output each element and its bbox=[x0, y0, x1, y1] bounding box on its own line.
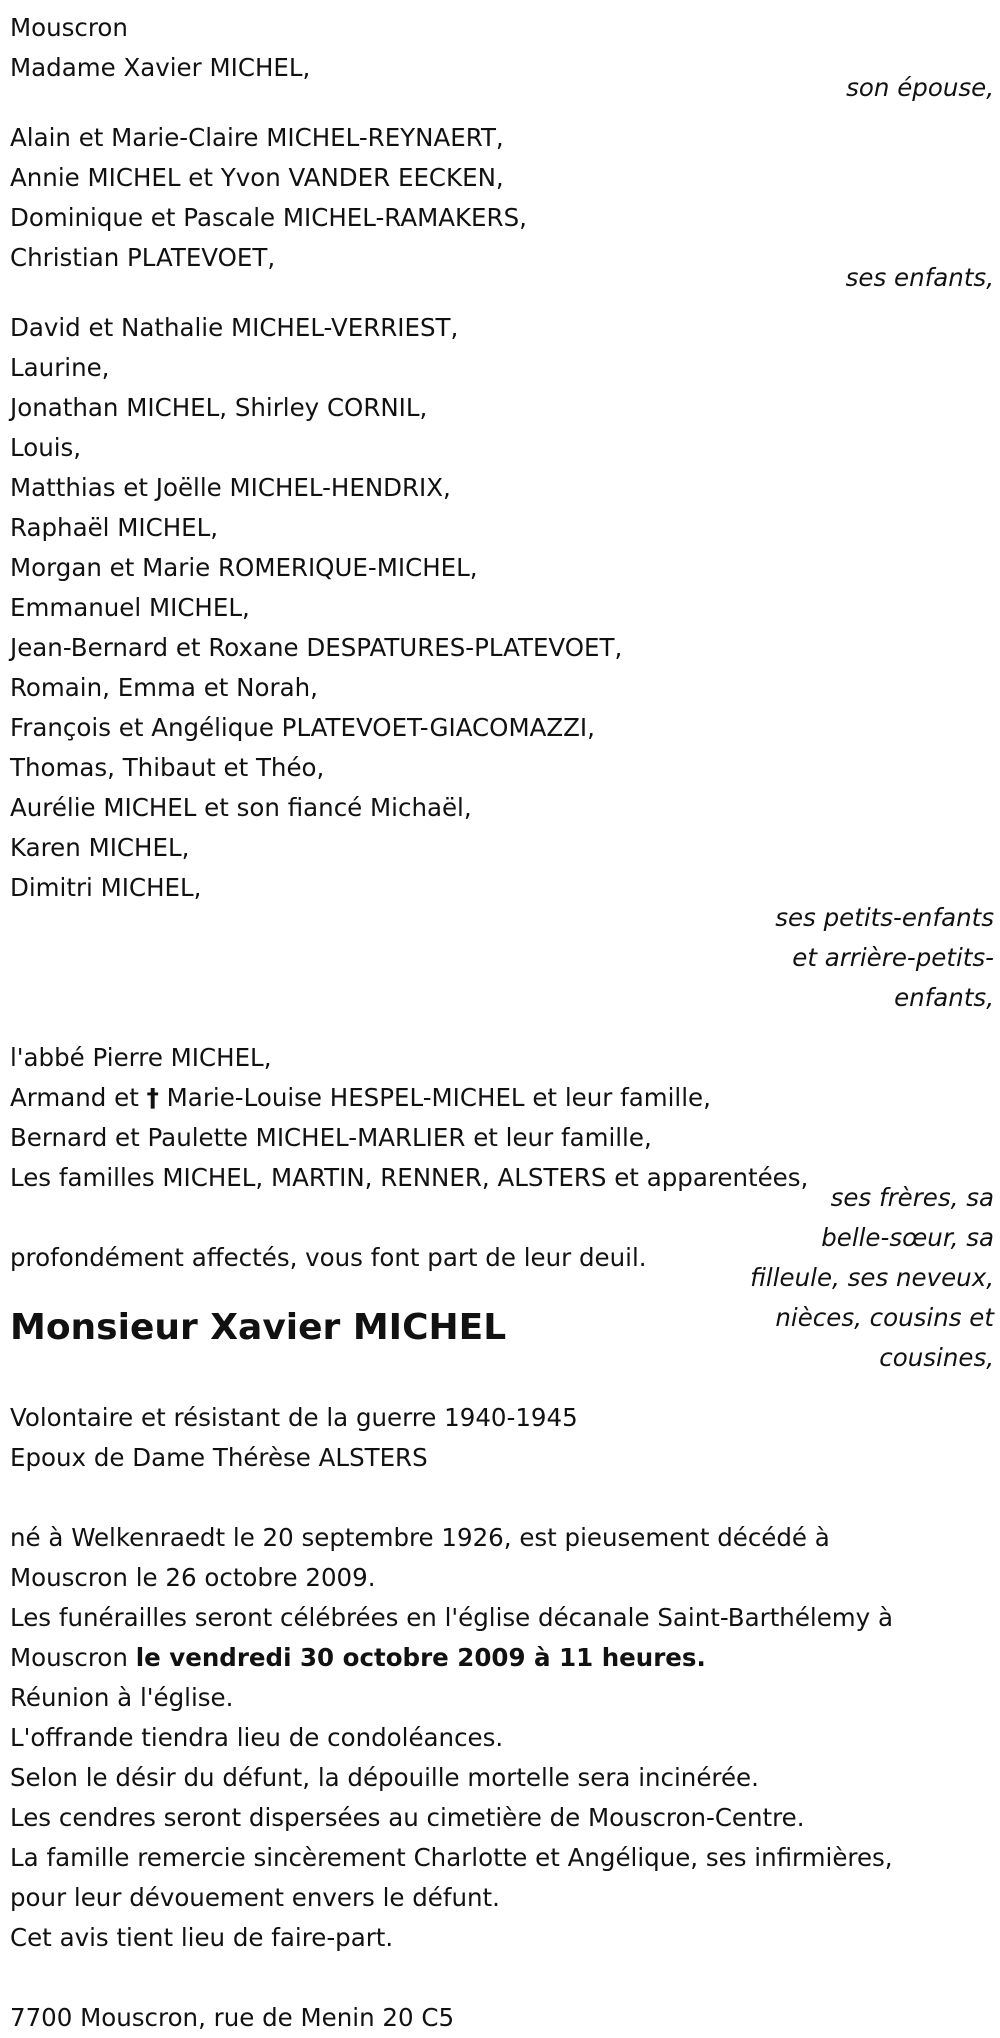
body-line: Selon le désir du défunt, la dépouille mortelle sera incinérée. bbox=[10, 1763, 759, 1792]
spouse-role-row bbox=[10, 73, 994, 118]
child-line: Christian PLATEVOET, bbox=[10, 243, 276, 272]
children-role-row bbox=[10, 263, 994, 308]
obituary-notice bbox=[10, 8, 994, 2038]
siblings-block bbox=[10, 1038, 994, 1372]
child-line: Alain et Marie-Claire MICHEL-REYNAERT, bbox=[10, 123, 504, 152]
deceased-name: Monsieur Xavier MICHEL bbox=[10, 1307, 507, 1348]
grandchildren-role-line: enfants, bbox=[894, 983, 994, 1012]
cross-icon: † bbox=[146, 1083, 159, 1112]
title-line: Volontaire et résistant de la guerre 1940-1945 bbox=[10, 1403, 578, 1432]
grandchild-line: Thomas, Thibaut et Théo, bbox=[10, 753, 325, 782]
announcement: profondément affectés, vous font part de leur deuil. bbox=[10, 1243, 647, 1272]
body-line: Cet avis tient lieu de faire-part. bbox=[10, 1923, 394, 1952]
sibling-line: Les familles MICHEL, MARTIN, RENNER, ALSTERS et apparentées, bbox=[10, 1163, 809, 1192]
grandchild-line: Louis, bbox=[10, 433, 82, 462]
siblings-role-line: filleule, ses neveux, bbox=[750, 1263, 994, 1292]
children-list bbox=[10, 118, 994, 278]
grandchild-line: Matthias et Joëlle MICHEL-HENDRIX, bbox=[10, 473, 451, 502]
sibling-line: Bernard et Paulette MICHEL-MARLIER et leur famille, bbox=[10, 1123, 652, 1152]
grandchild-line: Aurélie MICHEL et son fiancé Michaël, bbox=[10, 793, 472, 822]
child-line: Dominique et Pascale MICHEL-RAMAKERS, bbox=[10, 203, 527, 232]
siblings-role-line: nièces, cousins et bbox=[775, 1303, 994, 1332]
body-line: Les cendres seront dispersées au cimetière de Mouscron-Centre. bbox=[10, 1803, 805, 1832]
spouse-name: Madame Xavier MICHEL, bbox=[10, 53, 311, 82]
body-line: Les funérailles seront célébrées en l'église décanale Saint-Barthélemy à bbox=[10, 1603, 893, 1632]
body-line: pour leur dévouement envers le défunt. bbox=[10, 1883, 500, 1912]
child-line: Annie MICHEL et Yvon VANDER EECKEN, bbox=[10, 163, 504, 192]
grandchild-line: Emmanuel MICHEL, bbox=[10, 593, 250, 622]
grandchild-line: Dimitri MICHEL, bbox=[10, 873, 202, 902]
address: 7700 Mouscron, rue de Menin 20 C5 bbox=[10, 2003, 455, 2032]
grandchild-line: Morgan et Marie ROMERIQUE-MICHEL, bbox=[10, 553, 478, 582]
grandchildren-role-line: ses petits-enfants bbox=[775, 903, 994, 932]
grandchild-line: Raphaël MICHEL, bbox=[10, 513, 219, 542]
sibling-line bbox=[10, 1078, 994, 1118]
funeral-details bbox=[10, 1518, 994, 1958]
title-line: Epoux de Dame Thérèse ALSTERS bbox=[10, 1443, 428, 1472]
siblings-role-line: cousines, bbox=[879, 1343, 994, 1372]
body-line: Réunion à l'église. bbox=[10, 1683, 234, 1712]
sibling-line: l'abbé Pierre MICHEL, bbox=[10, 1043, 272, 1072]
siblings-role-line: belle-sœur, sa bbox=[821, 1223, 994, 1252]
grandchildren-role-row bbox=[10, 903, 994, 1038]
sibling-text: Marie-Louise HESPEL-MICHEL et leur famille, bbox=[158, 1083, 711, 1112]
grandchild-line: David et Nathalie MICHEL-VERRIEST, bbox=[10, 313, 459, 342]
grandchildren-role bbox=[775, 898, 994, 1018]
grandchild-line: Jonathan MICHEL, Shirley CORNIL, bbox=[10, 393, 428, 422]
funeral-date: le vendredi 30 octobre 2009 à 11 heures. bbox=[135, 1643, 706, 1672]
body-line bbox=[10, 1638, 994, 1678]
siblings-role-line: ses frères, sa bbox=[830, 1183, 994, 1212]
children-role: ses enfants, bbox=[845, 263, 994, 292]
body-line: L'offrande tiendra lieu de condoléances. bbox=[10, 1723, 504, 1752]
body-line: Mouscron le 26 octobre 2009. bbox=[10, 1563, 376, 1592]
grandchild-line: Laurine, bbox=[10, 353, 110, 382]
grandchild-line: Jean-Bernard et Roxane DESPATURES-PLATEVOET, bbox=[10, 633, 623, 662]
sibling-text: Armand et bbox=[10, 1083, 147, 1112]
grandchild-line: Romain, Emma et Norah, bbox=[10, 673, 318, 702]
spouse-role: son épouse, bbox=[846, 73, 994, 102]
body-line: né à Welkenraedt le 20 septembre 1926, est pieusement décédé à bbox=[10, 1523, 830, 1552]
body-text: Mouscron bbox=[10, 1643, 136, 1672]
siblings-role bbox=[750, 1178, 994, 1378]
grandchild-line: François et Angélique PLATEVOET-GIACOMAZZI, bbox=[10, 713, 595, 742]
body-line: La famille remercie sincèrement Charlotte et Angélique, ses infirmières, bbox=[10, 1843, 893, 1872]
grandchildren-role-line: et arrière-petits- bbox=[792, 943, 994, 972]
city: Mouscron bbox=[10, 13, 128, 42]
grandchildren-list bbox=[10, 308, 994, 908]
grandchild-line: Karen MICHEL, bbox=[10, 833, 190, 862]
